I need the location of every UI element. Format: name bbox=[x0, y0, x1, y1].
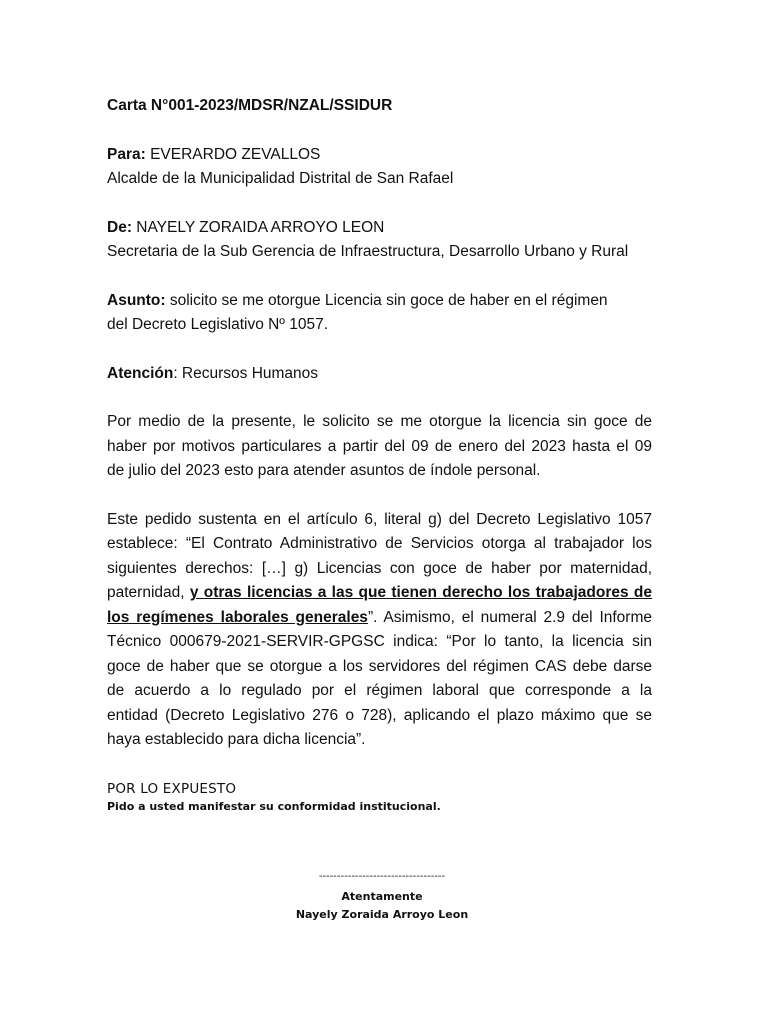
legal-underlined-text-2: los regímenes laborales generales bbox=[107, 608, 368, 626]
letter-reference: Carta N°001-2023/MDSR/NZAL/SSIDUR bbox=[107, 97, 393, 114]
legal-line-6: Técnico 000679-2021-SERVIR-GPGSC indica: “Por lo tanto, la licencia sin bbox=[107, 633, 652, 650]
recipient-line bbox=[107, 143, 652, 168]
legal-line-4-prefix: paternidad, bbox=[107, 584, 190, 601]
subject-label: Asunto: bbox=[107, 291, 166, 309]
legal-line-5-suffix: ”. Asimismo, el numeral 2.9 del Informe bbox=[367, 608, 652, 626]
legal-line-2: establece: “El Contrato Administrativo de Servicios otorga al trabajador los bbox=[107, 535, 652, 552]
sender-line bbox=[107, 216, 652, 241]
recipient-label: Para: bbox=[107, 145, 146, 163]
attention-label: Atención bbox=[107, 364, 174, 382]
legal-underlined-text-1: y otras licencias a las que tienen derecho los trabajadores de bbox=[189, 584, 652, 601]
closing-block bbox=[107, 779, 652, 815]
request-paragraph bbox=[107, 410, 652, 484]
legal-line-1: Este pedido sustenta en el artículo 6, literal g) del Decreto Legislativo 1057 bbox=[107, 510, 652, 528]
sender-name: NAYELY ZORAIDA ARROYO LEON bbox=[131, 218, 385, 236]
legal-line-10: haya establecido para dicha licencia”. bbox=[107, 731, 366, 748]
subject-text-1: solicito se me otorgue Licencia sin goce de haber en el régimen bbox=[165, 291, 608, 309]
sender-position: Secretaria de la Sub Gerencia de Infraestructura, Desarrollo Urbano y Rural bbox=[107, 243, 629, 260]
request-line-3: de julio del 2023 esto para atender asuntos de índole personal. bbox=[107, 462, 541, 479]
por-lo-expuesto: POR LO EXPUESTO bbox=[107, 781, 237, 797]
legal-line-3: siguientes derechos: […] g) Licencias con goce de haber por maternidad, bbox=[107, 559, 652, 577]
signature-name: Nayely Zoraida Arroyo Leon bbox=[295, 908, 469, 921]
recipient-position: Alcalde de la Municipalidad Distrital de San Rafael bbox=[107, 170, 454, 187]
attention-text: : Recursos Humanos bbox=[173, 364, 319, 382]
request-line-2: haber por motivos particulares a partir del 09 de enero del 2023 hasta el 09 bbox=[107, 437, 652, 455]
sender-label: De: bbox=[107, 218, 132, 236]
recipient-name: EVERARDO ZEVALLOS bbox=[145, 145, 321, 163]
closing-request: Pido a usted manifestar su conformidad institucional. bbox=[107, 800, 441, 813]
legal-line-7: goce de haber que se otorgue a los servidores del régimen CAS debe darse bbox=[107, 657, 652, 675]
attention-line bbox=[107, 362, 652, 387]
subject-text-2: del Decreto Legislativo Nº 1057. bbox=[107, 316, 329, 333]
legal-line-8: de acuerdo a lo regulado por el régimen laboral que corresponde a la bbox=[107, 682, 652, 699]
request-line-1: Por medio de la presente, le solicito se me otorgue la licencia sin goce de bbox=[107, 413, 652, 430]
letter-body bbox=[107, 94, 652, 753]
legal-line-5 bbox=[107, 606, 652, 631]
subject-line bbox=[107, 289, 652, 314]
legal-basis-paragraph bbox=[107, 508, 652, 753]
legal-line-4 bbox=[107, 581, 652, 606]
signature-block bbox=[280, 870, 484, 924]
legal-line-9: entidad (Decreto Legislativo 276 o 728), aplicando el plazo máximo que se bbox=[107, 706, 652, 724]
signature-farewell: Atentamente bbox=[341, 890, 423, 903]
signature-line: ----------------------------------- bbox=[318, 871, 446, 882]
